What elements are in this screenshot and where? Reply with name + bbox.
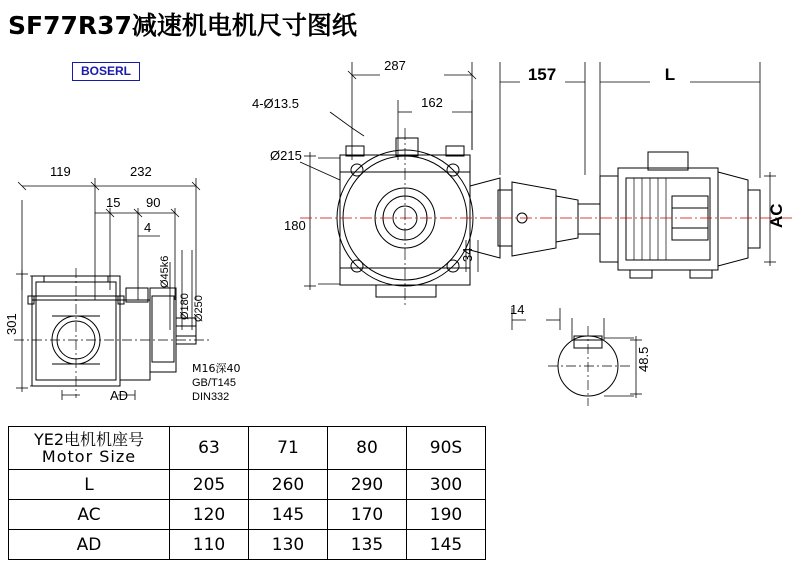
table-cell: 290 bbox=[328, 470, 407, 500]
table-header-label-cn: YE2电机机座号 bbox=[33, 430, 145, 449]
table-cell: 145 bbox=[407, 530, 486, 560]
dim-shaft-45k6: Ø45k6 bbox=[159, 255, 171, 288]
table-cell: 300 bbox=[407, 470, 486, 500]
dim-4: 4 bbox=[144, 220, 152, 235]
dim-215: Ø215 bbox=[270, 148, 302, 163]
dim-287: 287 bbox=[384, 58, 406, 73]
dim-232: 232 bbox=[130, 164, 152, 179]
dim-AC: AC bbox=[767, 203, 786, 228]
table-row bbox=[9, 530, 486, 560]
dim-15: 15 bbox=[106, 195, 121, 210]
dim-14: 14 bbox=[510, 302, 525, 317]
table-cell: 145 bbox=[249, 500, 328, 530]
dim-90: 90 bbox=[146, 195, 161, 210]
table-cell: 170 bbox=[328, 500, 407, 530]
note-din332: DIN332 bbox=[192, 391, 230, 403]
table-cell: 80 bbox=[328, 427, 407, 470]
table-cell: 205 bbox=[170, 470, 249, 500]
note-m16: M16深40 bbox=[192, 362, 241, 375]
dim-ad-left: AD bbox=[110, 388, 129, 403]
dim-157: 157 bbox=[527, 65, 557, 84]
note-gbt145: GB/T145 bbox=[192, 377, 237, 389]
dim-48-5: 48.5 bbox=[636, 346, 651, 372]
dim-180: 180 bbox=[284, 218, 306, 233]
table-cell: 90S bbox=[407, 427, 486, 470]
dim-119: 119 bbox=[50, 164, 71, 179]
dim-L: L bbox=[664, 65, 676, 84]
dim-34: 34 bbox=[460, 247, 475, 262]
dim-4-holes: 4-Ø13.5 bbox=[252, 96, 299, 111]
dim-flange-180: Ø180 bbox=[179, 293, 191, 320]
table-cell: 120 bbox=[170, 500, 249, 530]
table-cell: 135 bbox=[328, 530, 407, 560]
table-cell: 190 bbox=[407, 500, 486, 530]
table-row bbox=[9, 500, 486, 530]
table-cell: 71 bbox=[249, 427, 328, 470]
table-header-label-en: Motor Size bbox=[41, 447, 137, 466]
table-row-label: L bbox=[9, 470, 170, 500]
dim-flange-250: Ø250 bbox=[193, 295, 205, 322]
motor-size-table bbox=[8, 426, 486, 560]
table-header-label bbox=[9, 427, 170, 470]
table-cell: 110 bbox=[170, 530, 249, 560]
page-title: SF77R37减速机电机尺寸图纸 bbox=[8, 11, 357, 40]
table-row-label: AC bbox=[9, 500, 170, 530]
table-row bbox=[9, 470, 486, 500]
table-cell: 63 bbox=[170, 427, 249, 470]
dim-301: 301 bbox=[4, 313, 19, 335]
table-row-label: AD bbox=[9, 530, 170, 560]
table-cell: 260 bbox=[249, 470, 328, 500]
brand-logo: BOSERL bbox=[72, 62, 140, 81]
dim-162: 162 bbox=[421, 95, 443, 110]
table-row bbox=[9, 427, 486, 470]
table-cell: 130 bbox=[249, 530, 328, 560]
